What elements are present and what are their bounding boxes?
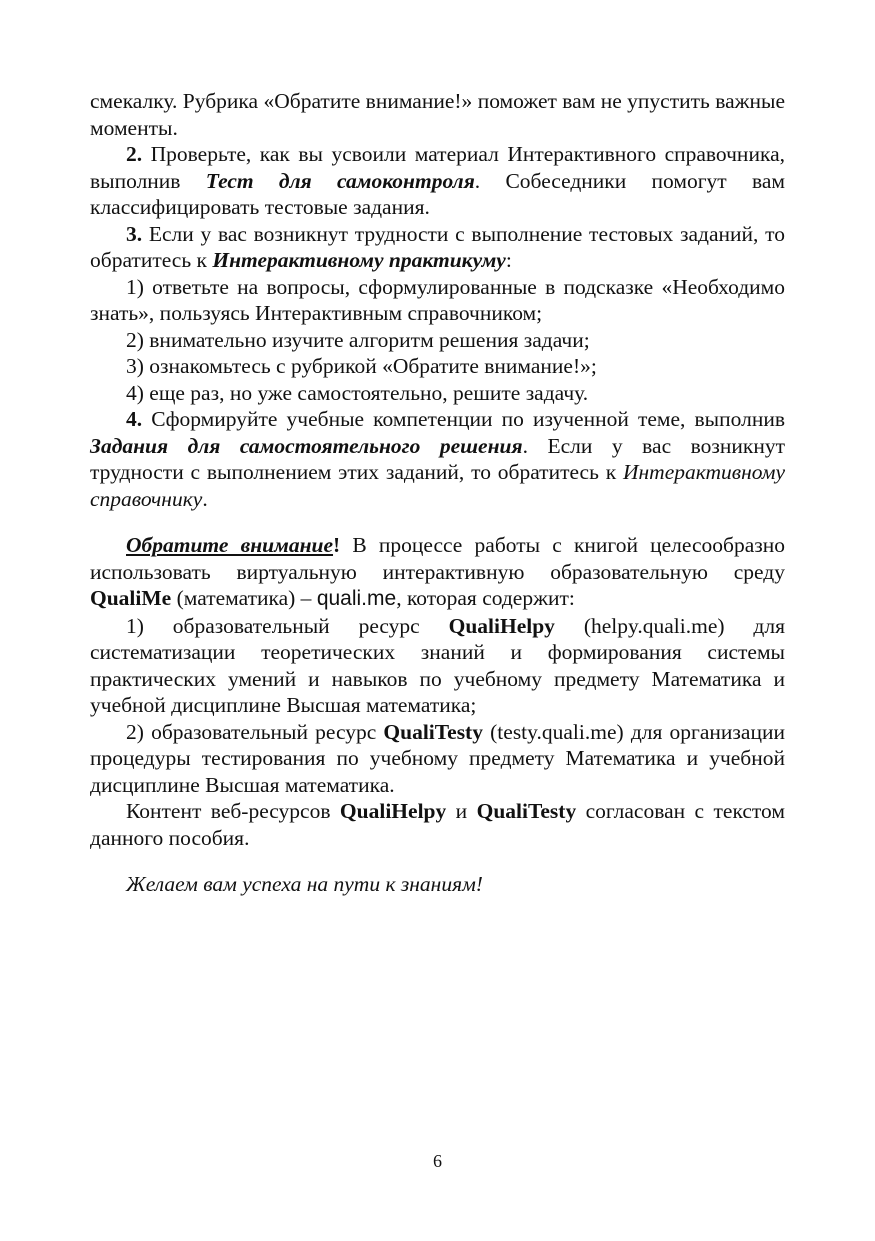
closing-wish-text: Желаем вам успеха на пути к знаниям! (126, 872, 483, 896)
paragraph-text: (математика) – (171, 586, 317, 610)
list-item-text: 1) ответьте на вопросы, сформулированные в подсказке «Необходимо знать», пользуясь Интерактивным справочником; (90, 274, 785, 325)
list-item-resource (90, 613, 785, 719)
paragraph-step-4 (90, 406, 785, 512)
note-exclamation: ! (333, 533, 341, 557)
item-number: 3. (126, 221, 143, 246)
list-item-resource (90, 719, 785, 799)
paragraph-step-2 (90, 141, 785, 221)
paragraph-text: . Собеседники помогут вам классифицировать тестовые задания. (90, 168, 785, 219)
list-item-step (90, 353, 785, 380)
item-number: 2. (126, 142, 143, 166)
paragraph-text: Сформируйте учебные компетенции по изученной теме, выполнив (142, 407, 785, 431)
brand-qualitesty: QualiTesty (383, 719, 483, 744)
paragraph-text: Если у вас возникнут трудности с выполнение тестовых заданий, то обратитесь к (90, 221, 785, 272)
brand-qualitesty: QualiTesty (476, 799, 577, 823)
paragraph-text: согласован с текстом данного пособия. (90, 799, 785, 850)
brand-qualime: QualiMe (90, 586, 172, 610)
paragraph-intro (90, 88, 785, 141)
paragraph-note (90, 532, 785, 613)
emphasis-interactive-practicum: Интерактивному практикуму (212, 248, 506, 272)
paragraph-text: Проверьте, как вы усвоили материал Интерактивного справочника, выполнив (90, 142, 785, 193)
list-item-text: (testy.quali.me) для организации процедуры тестирования по учебному предмету Математика и учебной дисциплине Высшая математика. (90, 719, 785, 797)
list-item-text: 2) образовательный ресурс (126, 719, 384, 744)
paragraph-content-note (90, 798, 785, 851)
list-item-step (90, 380, 785, 407)
brand-qualihelpy: QualiHelpy (448, 613, 555, 638)
paragraph-text: : (505, 248, 512, 272)
note-label: Обратите внимание (126, 533, 334, 557)
paragraph-text: В процессе работы с книгой целесообразно использовать виртуальную интерактивную образовательную среду (90, 533, 785, 584)
list-item-text: 4) еще раз, но уже самостоятельно, решите задачу. (126, 380, 589, 405)
list-item-text: 3) ознакомьтесь с рубрикой «Обратите внимание!»; (126, 354, 597, 378)
list-item-text: 2) внимательно изучите алгоритм решения задачи; (126, 327, 590, 352)
paragraph-text: , которая содержит: (396, 586, 575, 610)
paragraph-text: Контент веб-ресурсов (126, 799, 340, 823)
emphasis-self-test: Тест для самоконтроля (205, 168, 475, 193)
brand-qualihelpy: QualiHelpy (339, 799, 447, 823)
list-item-text: (helpy.quali.me) для систематизации теоретических знаний и формирования системы практических умений и навыков по учебному предмету Математика и учебной дисциплине Высшая математика; (90, 613, 785, 717)
list-item-step (90, 274, 785, 327)
list-item-text: 1) образовательный ресурс (126, 613, 449, 638)
paragraph-text: . (202, 486, 208, 511)
list-item-step (90, 327, 785, 354)
link-quali-me[interactable]: quali.me (316, 587, 397, 610)
closing-wish (90, 871, 785, 898)
page-body (90, 88, 785, 898)
emphasis-interactive-reference: Интерактивному справочнику (90, 460, 785, 511)
paragraph-step-3 (90, 221, 785, 274)
paragraph-text: и (446, 799, 477, 823)
item-number: 4. (126, 407, 143, 431)
page-number: 6 (433, 1151, 442, 1171)
paragraph-text: смекалку. Рубрика «Обратите внимание!» поможет вам не упустить важные моменты. (90, 89, 785, 140)
paragraph-text: . Если у вас возникнут трудности с выполнением этих заданий, то обратитесь к (90, 433, 785, 484)
emphasis-independent-tasks: Задания для самостоятельного решения (90, 433, 523, 458)
